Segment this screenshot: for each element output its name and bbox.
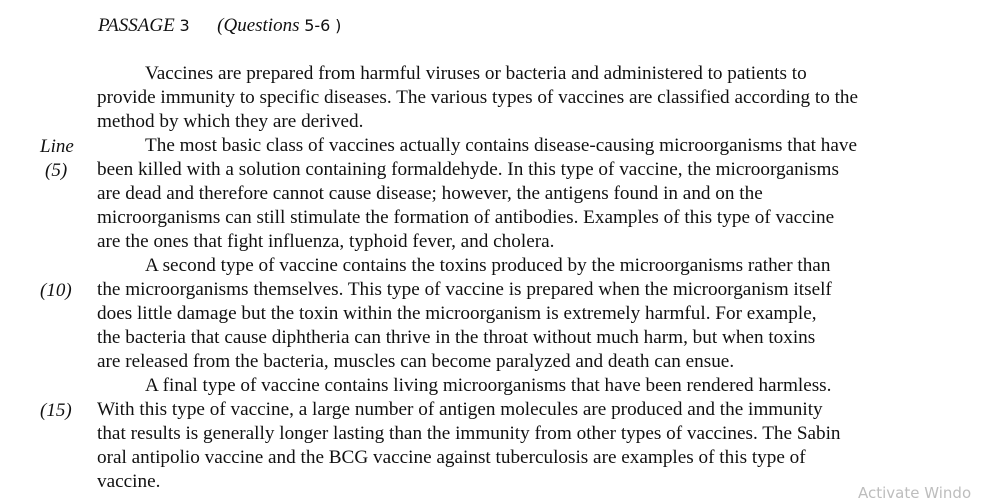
questions-label: (Questions bbox=[217, 15, 300, 36]
margin-line-10: (10) bbox=[40, 280, 72, 301]
passage-line: A final type of vaccine contains living microorganisms that have been rendered harmless. bbox=[145, 375, 832, 396]
passage-number: 3 bbox=[179, 16, 190, 35]
passage-header bbox=[98, 15, 341, 37]
passage-line: oral antipolio vaccine and the BCG vaccine against tuberculosis are examples of this type of bbox=[97, 447, 806, 468]
passage-line: the bacteria that cause diphtheria can thrive in the throat without much harm, but when toxins bbox=[97, 327, 816, 348]
passage-line: provide immunity to specific diseases. The various types of vaccines are classified according to the bbox=[97, 87, 859, 108]
margin-line-5: (5) bbox=[45, 160, 68, 181]
passage-line: that results is generally longer lasting than the immunity from other types of vaccines. The Sabin bbox=[97, 423, 841, 444]
passage-line: are dead and therefore cannot cause disease; however, the antigens found in and on the bbox=[97, 183, 763, 204]
passage-line: method by which they are derived. bbox=[97, 111, 364, 132]
questions-close: ) bbox=[335, 16, 342, 35]
passage-line: does little damage but the toxin within the microorganism is extremely harmful. For example, bbox=[97, 303, 817, 324]
margin-line-15: (15) bbox=[40, 400, 72, 421]
passage-label: PASSAGE bbox=[98, 15, 175, 36]
margin-line-label: Line bbox=[40, 136, 74, 157]
passage-line: the microorganisms themselves. This type of vaccine is prepared when the microorganism itself bbox=[97, 279, 832, 300]
passage-line: vaccine. bbox=[97, 471, 161, 492]
passage-line: been killed with a solution containing formaldehyde. In this type of vaccine, the microorganisms bbox=[97, 159, 839, 180]
passage-line: Vaccines are prepared from harmful viruses or bacteria and administered to patients to bbox=[145, 63, 807, 84]
passage-line: With this type of vaccine, a large number of antigen molecules are produced and the immunity bbox=[97, 399, 823, 420]
passage-line: are released from the bacteria, muscles can become paralyzed and death can ensue. bbox=[97, 351, 735, 372]
questions-range: 5-6 bbox=[304, 16, 331, 35]
passage-line: A second type of vaccine contains the toxins produced by the microorganisms rather than bbox=[145, 255, 831, 276]
passage-line: The most basic class of vaccines actually contains disease-causing microorganisms that have bbox=[145, 135, 858, 156]
passage-line: microorganisms can still stimulate the formation of antibodies. Examples of this type of vaccine bbox=[97, 207, 835, 228]
passage-line: are the ones that fight influenza, typhoid fever, and cholera. bbox=[97, 231, 555, 252]
activate-windows-watermark: Activate Windo bbox=[858, 484, 972, 502]
